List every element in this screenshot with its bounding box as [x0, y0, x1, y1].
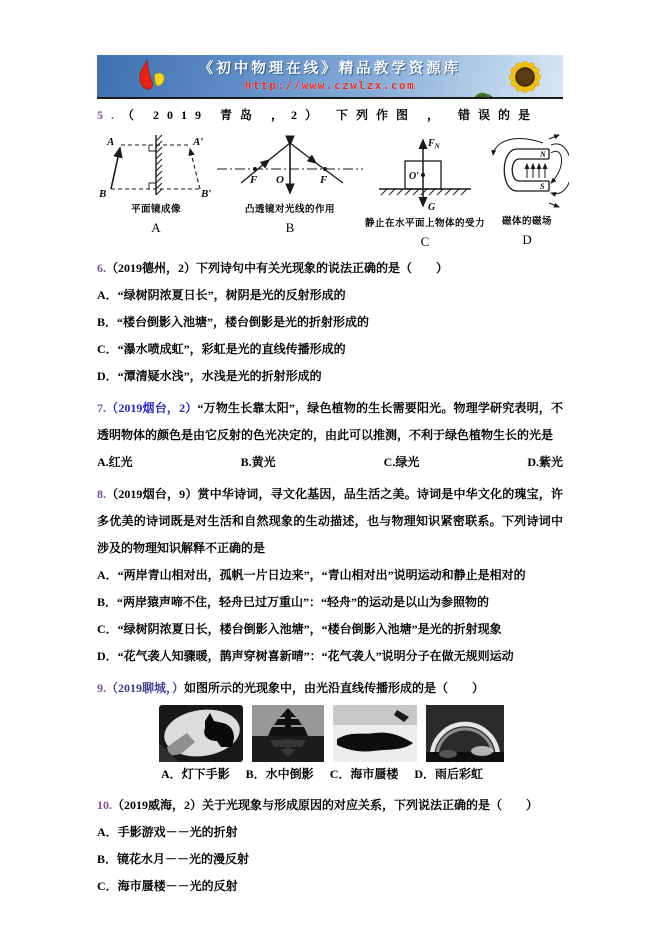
figure-caption: 静止在水平面上物体的受力: [365, 219, 486, 229]
question-9-source: （2019聊城，）: [106, 681, 185, 695]
figure-letter: D: [522, 232, 532, 247]
question-8-option-d: D．“花气袭人知骤暖，鹊声穿树喜新晴”：“花气袭人”说明分子在做无规则运动: [97, 649, 514, 663]
plane-mirror-diagram-icon: [97, 133, 215, 199]
svg-text:N: N: [540, 150, 546, 159]
svg-text:FN: $F_N$: [428, 138, 440, 151]
question-7-options: [97, 449, 563, 476]
svg-text:S: S: [540, 182, 545, 191]
figure-letter: C: [420, 234, 430, 249]
svg-text:B′: B′: [201, 188, 212, 199]
question-6-number: 6.: [97, 261, 106, 275]
figure-magnet-field: [485, 133, 569, 248]
question-10-option-a: A．手影游戏－－光的折射: [97, 825, 238, 839]
photo-mirage: [333, 705, 417, 762]
question-6-option-a: A．“绿树阴浓夏日长”，树阴是光的反射形成的: [97, 288, 346, 302]
question-6-stem: 6.（2019德州，2）下列诗句中有关光现象的说法正确的是（ ）: [97, 261, 449, 275]
foliage-icon: [471, 86, 497, 99]
force-diagram-icon: [375, 133, 475, 213]
question-8-option-a: A．“两岸青山相对出，孤帆一片日边来”，“青山相对出”说明运动和静止是相对的: [97, 568, 526, 582]
question-7-option-d: D.紫光: [527, 455, 563, 469]
magnet-field-diagram-icon: [485, 133, 569, 211]
photo-caption-c: C．海市蜃楼: [329, 767, 399, 781]
question-7-option-c: C.绿光: [383, 455, 420, 469]
question-8-number: 8.: [97, 487, 106, 501]
svg-text:O: O: [276, 174, 284, 186]
question-8-source: （2019烟台，9）: [106, 487, 198, 501]
question-6-option-c: C．“瀑水喷成虹”，彩虹是光的直线传播形成的: [97, 342, 346, 356]
question-6-option-b: B．“楼台倒影入池塘”，楼台倒影是光的折射形成的: [97, 315, 370, 329]
question-6-option-d: D．“潭清疑水浅”，水浅是光的折射形成的: [97, 369, 322, 383]
question-5-stem: 5.（ 2019 青岛 ，2） 下列作图 ， 错误的是: [97, 108, 539, 122]
figure-caption: 平面镜成像: [130, 205, 181, 215]
question-7-stem: 7.（2019烟台，2）“万物生长靠太阳”，绿色植物的生长需要阳光。物理学研究表明，不透明物体的颜色是由它反射的色光决定的，由此可以推测，不利于绿色植物生长的光是: [97, 401, 563, 442]
question-6: [97, 255, 563, 390]
question-8-option-c: C．“绿树阴浓夏日长，楼台倒影入池塘”，“楼台倒影入池塘”是光的折射现象: [97, 622, 502, 636]
photo-caption-a: A．灯下手影: [161, 767, 230, 781]
document-page: [97, 0, 563, 900]
photo-rainbow: [426, 705, 504, 762]
figure-convex-lens: [215, 133, 365, 236]
question-9-photo-captions: [161, 762, 563, 787]
convex-lens-diagram-icon: [215, 133, 365, 199]
site-banner: [97, 55, 563, 99]
sunflower-icon: [497, 55, 553, 99]
question-8: [97, 481, 563, 670]
svg-text:B: B: [99, 188, 107, 199]
photo-caption-d: D．雨后彩虹: [414, 767, 484, 781]
question-8-option-b: B．“两岸猿声啼不住，轻舟已过万重山”：“轻舟”的运动是以山为参照物的: [97, 595, 490, 609]
question-8-stem: 8.（2019烟台，9）赏中华诗词，寻文化基因，品生活之美。诗词是中华文化的瑰宝，许多优美的诗词既是对生活和自然现象的生动描述，也与物理知识紧密联系。下列诗词中涉及的物理知识解释不正确的是: [97, 487, 563, 555]
svg-text:F: F: [250, 174, 258, 186]
question-6-source: （2019德州，2）: [106, 261, 197, 275]
question-7-source: （2019烟台，2）: [106, 401, 198, 415]
question-10-source: （2019威海，2）: [112, 798, 203, 812]
photo-caption-b: B．水中倒影: [245, 767, 314, 781]
question-9: [97, 675, 563, 787]
question-5-figures: [97, 133, 563, 250]
question-10: [97, 792, 563, 900]
figure-block-forces: [365, 133, 485, 250]
figure-caption: 磁体的磁场: [502, 217, 553, 227]
question-9-photos: [159, 705, 563, 762]
svg-text:O′: O′: [409, 171, 420, 182]
figure-letter: A: [151, 220, 161, 235]
svg-text:A′: A′: [193, 136, 204, 148]
photo-hand-shadow: [159, 705, 243, 762]
figure-plane-mirror: [97, 133, 215, 236]
question-10-stem: 10.（2019威海，2）关于光现象与形成原因的对应关系，下列说法正确的是（ ）: [97, 798, 539, 812]
question-9-number: 9.: [97, 681, 106, 695]
question-7-option-b: B.黄光: [240, 455, 276, 469]
question-7-number: 7.: [97, 401, 106, 415]
figure-letter: B: [285, 220, 295, 235]
question-9-stem: 9.（2019聊城，）如图所示的光现象中，由光沿直线传播形成的是（ ）: [97, 681, 485, 695]
svg-text:F: F: [320, 174, 328, 186]
question-10-option-c: C．海市蜃楼－－光的反射: [97, 879, 238, 893]
figure-caption: 凸透镜对光线的作用: [244, 205, 335, 215]
svg-text:A: A: [107, 136, 115, 148]
photo-water-reflection: [252, 705, 324, 762]
question-7: [97, 395, 563, 476]
svg-text:G: G: [428, 202, 436, 213]
question-10-option-b: B．镜花水月－－光的漫反射: [97, 852, 250, 866]
banner-title: 《初中物理在线》精品教学资源库: [198, 61, 462, 77]
banner-url: http://www.czwlzx.com: [244, 79, 416, 92]
question-7-option-a: A.红光: [97, 455, 133, 469]
question-10-number: 10.: [97, 798, 112, 812]
question-5-number: 5.: [97, 108, 122, 122]
